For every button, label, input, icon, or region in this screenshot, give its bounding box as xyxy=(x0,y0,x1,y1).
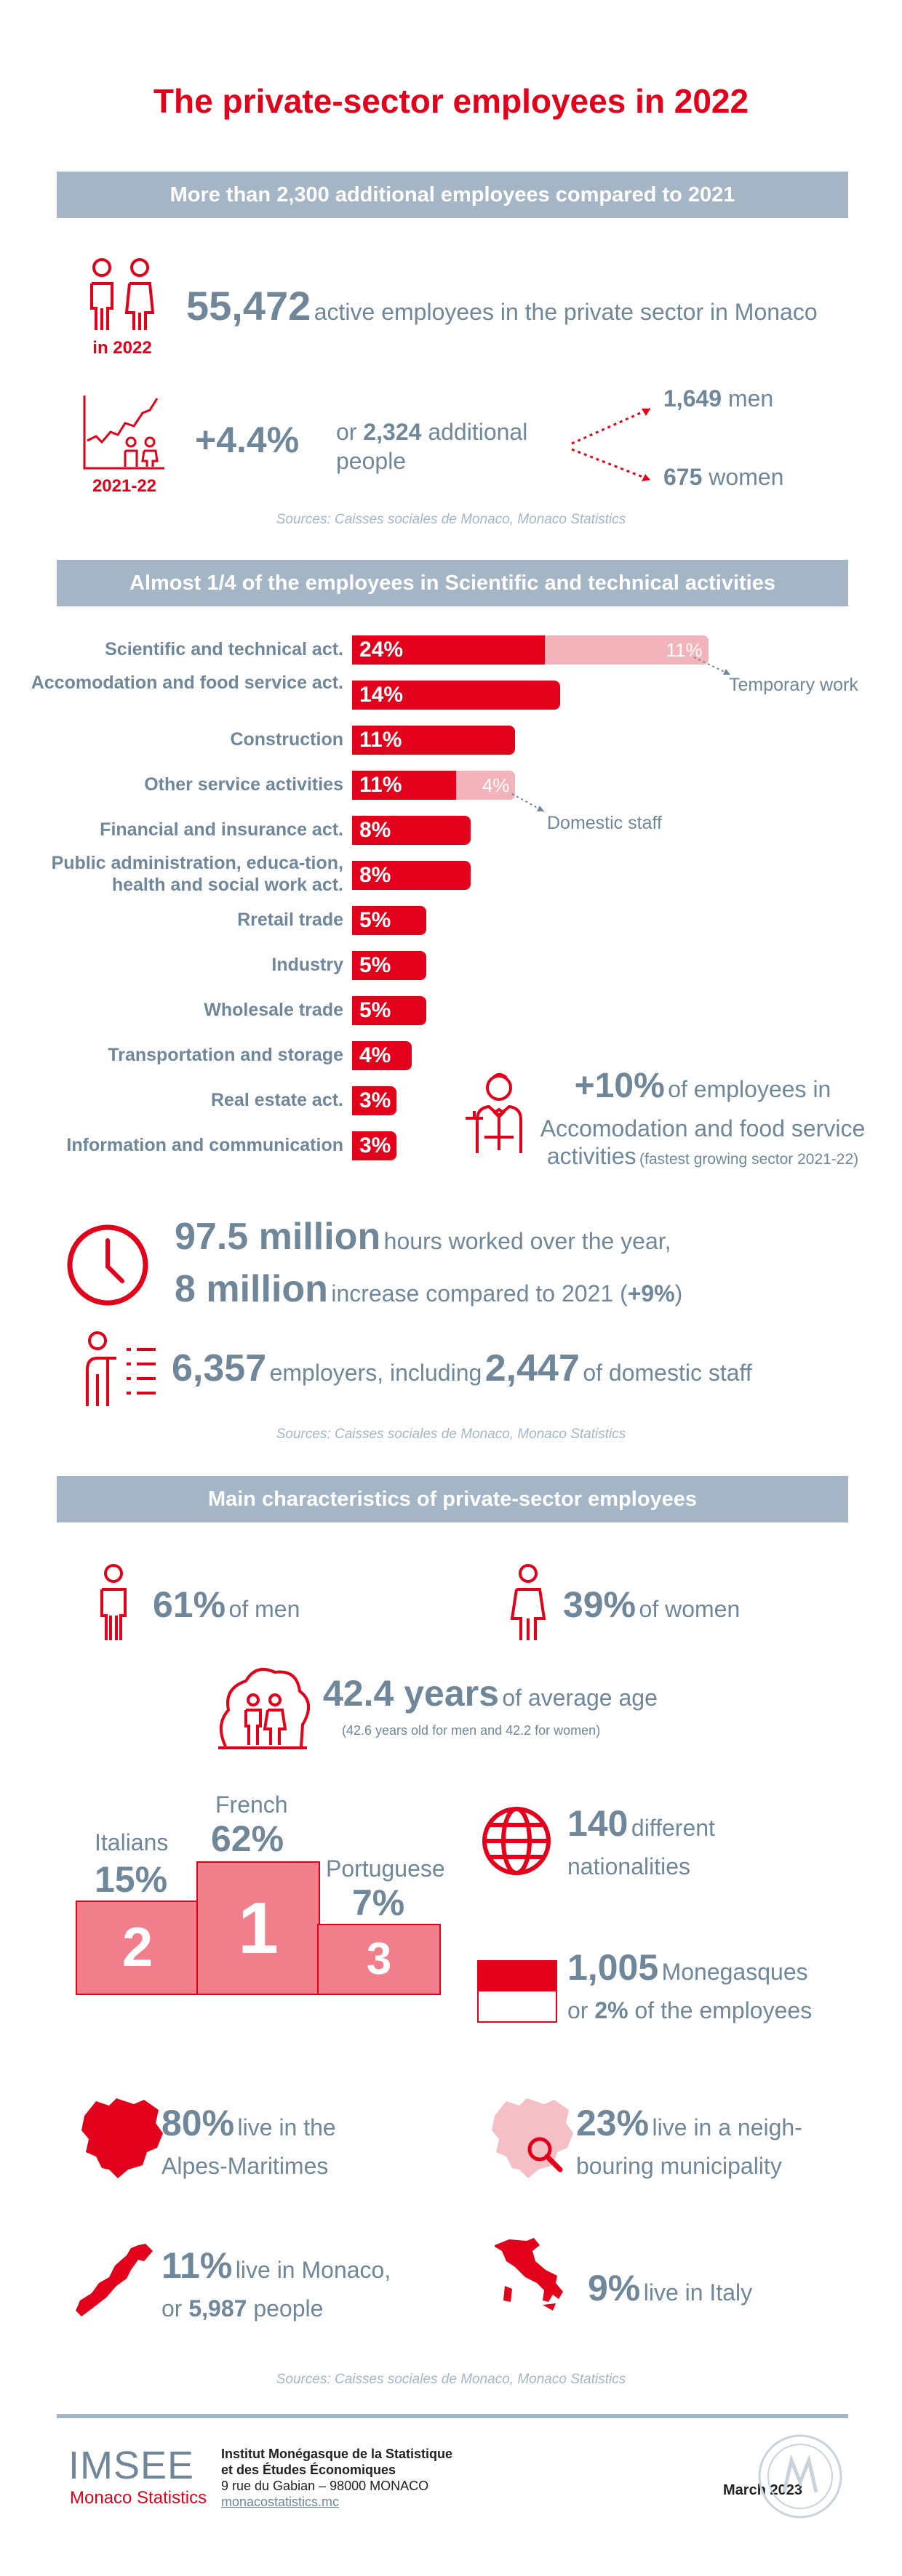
employers-text: employers, including xyxy=(269,1360,482,1386)
bar-value: 4% xyxy=(359,1043,391,1067)
source-note-2: Sources: Caisses sociales de Monaco, Monaco Statistics xyxy=(276,1427,626,1442)
nationalities-stat xyxy=(567,1803,858,1880)
accommodation-growth-text1: of employees in xyxy=(668,1076,831,1102)
employers-value: 6,357 xyxy=(172,1347,267,1389)
icon-label-2022: in 2022 xyxy=(92,338,152,358)
accommodation-growth xyxy=(528,1066,877,1175)
alpes-maritimes-map-icon xyxy=(70,2094,164,2181)
domestic-staff-label: Domestic staff xyxy=(547,813,662,833)
bar-value: 5% xyxy=(359,998,391,1022)
podium-rank-2: 2 xyxy=(121,1917,153,1978)
woman-icon xyxy=(506,1563,550,1643)
people-icon xyxy=(81,256,161,336)
employees-stat xyxy=(186,282,841,329)
podium-step-3 xyxy=(317,1924,441,1995)
bar-label: Scientific and technical act. xyxy=(105,639,343,659)
globe-icon xyxy=(480,1805,553,1877)
accommodation-growth-text2: Accomodation and food service xyxy=(540,1115,866,1141)
org-info xyxy=(221,2446,452,2510)
age-note: (42.6 years old for men and 42.2 for women) xyxy=(342,1723,601,1738)
publication-date: March 2023 xyxy=(723,2482,802,2498)
icon-label-2021-22: 2021-22 xyxy=(92,476,157,496)
monaco-pre: or xyxy=(161,2295,183,2322)
bar-label: Real estate act. xyxy=(210,1090,343,1110)
accommodation-growth-text3: activities xyxy=(546,1143,636,1169)
growth-chart-icon xyxy=(80,393,167,473)
man-icon xyxy=(92,1563,135,1643)
monegasques-post: of the employees xyxy=(634,1997,813,2023)
monegasques-value: 1,005 xyxy=(567,1947,659,1988)
temp-work-arrow xyxy=(691,654,735,683)
hours-increase-close: ) xyxy=(674,1280,683,1307)
bar-label: Other service activities xyxy=(144,774,343,795)
podium-step-1 xyxy=(196,1861,320,1995)
imsee-logo-sub: Monaco Statistics xyxy=(70,2488,207,2508)
bar-value: 5% xyxy=(359,908,391,932)
age-label: of average age xyxy=(502,1685,658,1711)
hours-value: 97.5 million xyxy=(175,1216,381,1258)
bar-label: Rretail trade xyxy=(237,910,343,930)
podium-country-1: French xyxy=(215,1791,288,1818)
bar-value: 3% xyxy=(359,1133,391,1157)
hours-increase-pct: +9% xyxy=(627,1280,675,1307)
hours-increase: 8 million xyxy=(175,1268,328,1310)
monaco-text1: live in Monaco, xyxy=(235,2257,391,2283)
bar-sub-segment: 4% xyxy=(456,771,516,800)
neighbouring-map-icon xyxy=(480,2094,575,2181)
source-note-3: Sources: Caisses sociales de Monaco, Monaco Statistics xyxy=(276,2372,626,2387)
source-note-1: Sources: Caisses sociales de Monaco, Monaco Statistics xyxy=(276,512,626,527)
bar-label: Construction xyxy=(230,729,343,750)
alpes-stat xyxy=(161,2103,452,2180)
bar-label: Transportation and storage xyxy=(108,1045,343,1065)
growth-text xyxy=(336,417,554,476)
imsee-logo: IMSEE xyxy=(68,2444,195,2487)
bar-value: 11% xyxy=(359,728,402,752)
monaco-flag-icon xyxy=(477,1960,557,2023)
accommodation-growth-value: +10% xyxy=(574,1067,665,1105)
growth-text-line2: people xyxy=(336,448,407,474)
men-value: 1,649 xyxy=(663,385,722,412)
italy-map-icon xyxy=(487,2235,567,2322)
domestic-value: 2,447 xyxy=(484,1347,580,1389)
italy-value: 9% xyxy=(588,2268,641,2308)
monaco-value: 11% xyxy=(161,2245,233,2286)
growth-text-pre: or xyxy=(336,419,357,445)
clock-icon xyxy=(64,1221,151,1309)
domestic-staff-arrow xyxy=(509,791,553,820)
podium-pct-2: 15% xyxy=(95,1859,168,1900)
men-label: men xyxy=(727,385,774,412)
monegasques-pct: 2% xyxy=(594,1997,628,2023)
website-link[interactable]: monacostatistics.mc xyxy=(221,2495,340,2509)
section3-banner: Main characteristics of private-sector employees xyxy=(57,1476,848,1522)
footer-divider xyxy=(57,2414,848,2418)
growth-text-post: additional xyxy=(428,419,528,445)
growth-additional: 2,324 xyxy=(363,419,422,445)
podium-rank-3: 3 xyxy=(366,1934,392,1984)
monegasques-text1: Monegasques xyxy=(661,1959,808,1985)
women-share-pct: 39% xyxy=(563,1584,636,1625)
bar-label: Financial and insurance act. xyxy=(100,819,343,840)
bar-value: 14% xyxy=(359,683,404,707)
podium-pct-1: 62% xyxy=(211,1818,284,1859)
tree-family-icon xyxy=(215,1665,310,1752)
monegasques-stat xyxy=(567,1947,887,2024)
podium-rank-1: 1 xyxy=(238,1887,279,1969)
men-share xyxy=(153,1584,300,1626)
section1-banner: More than 2,300 additional employees compared to 2021 xyxy=(57,172,848,218)
hours-text: hours worked over the year, xyxy=(383,1228,671,1254)
bar-label: Public administration, educa-tion, health and social work act. xyxy=(51,853,343,895)
men-split xyxy=(663,385,773,412)
org-line1: Institut Monégasque de la Statistique xyxy=(221,2447,453,2461)
bar-label: Industry xyxy=(271,955,343,975)
monaco-stat xyxy=(161,2245,467,2322)
age-value: 42.4 years xyxy=(323,1673,499,1714)
monaco-map-icon xyxy=(70,2239,157,2319)
bar-value: 3% xyxy=(359,1088,391,1112)
domestic-text: of domestic staff xyxy=(583,1360,752,1386)
women-value: 675 xyxy=(663,464,703,490)
employees-value: 55,472 xyxy=(186,283,311,329)
monegasques-pre: or xyxy=(567,1997,588,2023)
nationalities-value: 140 xyxy=(567,1803,628,1844)
bar-sub-segment: 11% xyxy=(545,635,708,665)
hours-increase-text: increase compared to 2021 ( xyxy=(331,1280,628,1307)
section2-banner: Almost 1/4 of the employees in Scientific and technical activities xyxy=(57,560,848,606)
podium-country-2: Italians xyxy=(95,1829,169,1855)
bar-label: Wholesale trade xyxy=(204,1000,343,1020)
podium-step-2 xyxy=(76,1901,199,1995)
neighbouring-stat xyxy=(576,2103,882,2180)
page-title: The private-sector employees in 2022 xyxy=(153,82,749,120)
women-label: women xyxy=(709,464,784,490)
bar-value: 8% xyxy=(359,818,391,842)
neighbouring-text1: live in a neigh- xyxy=(652,2114,802,2140)
employers-stat xyxy=(172,1347,855,1390)
nationalities-text2: nationalities xyxy=(567,1853,690,1879)
alpes-text1: live in the xyxy=(237,2114,336,2140)
alpes-value: 80% xyxy=(161,2103,235,2143)
bar-label: Accomodation and food service act. xyxy=(31,673,343,693)
neighbouring-value: 23% xyxy=(576,2103,650,2143)
monaco-post: people xyxy=(253,2295,324,2322)
podium-country-3: Portuguese xyxy=(326,1855,445,1882)
waiter-icon xyxy=(463,1072,535,1159)
accommodation-growth-note: (fastest growing sector 2021-22) xyxy=(639,1151,859,1168)
growth-pct: +4.4% xyxy=(195,420,300,460)
women-share-label: of women xyxy=(639,1596,741,1622)
monaco-people: 5,987 xyxy=(188,2295,247,2322)
men-share-label: of men xyxy=(228,1596,300,1622)
org-line2: et des Études Économiques xyxy=(221,2463,396,2477)
temp-work-label: Temporary work xyxy=(729,675,858,695)
alpes-text2: Alpes-Maritimes xyxy=(161,2153,329,2179)
italy-text: live in Italy xyxy=(643,2279,753,2306)
women-split xyxy=(663,464,783,491)
org-address: 9 rue du Gabian – 98000 MONACO xyxy=(221,2479,429,2493)
men-share-pct: 61% xyxy=(153,1584,226,1625)
seal-icon xyxy=(757,2433,844,2520)
bar-value: 24% xyxy=(359,638,404,662)
bar-value: 8% xyxy=(359,863,391,887)
split-arrows xyxy=(569,398,663,493)
nationalities-text1: different xyxy=(631,1815,715,1841)
podium-pct-3: 7% xyxy=(352,1882,405,1923)
neighbouring-text2: bouring municipality xyxy=(576,2153,782,2179)
hours-stat xyxy=(175,1214,829,1319)
employer-icon xyxy=(81,1331,161,1411)
employees-text: active employees in the private sector in Monaco xyxy=(314,299,818,325)
women-share xyxy=(563,1584,740,1626)
age-stat xyxy=(323,1672,832,1714)
bar-label: Information and communication xyxy=(66,1135,343,1155)
bar-value: 5% xyxy=(359,953,391,977)
bar-value: 11% xyxy=(359,773,402,797)
italy-stat xyxy=(588,2267,752,2309)
